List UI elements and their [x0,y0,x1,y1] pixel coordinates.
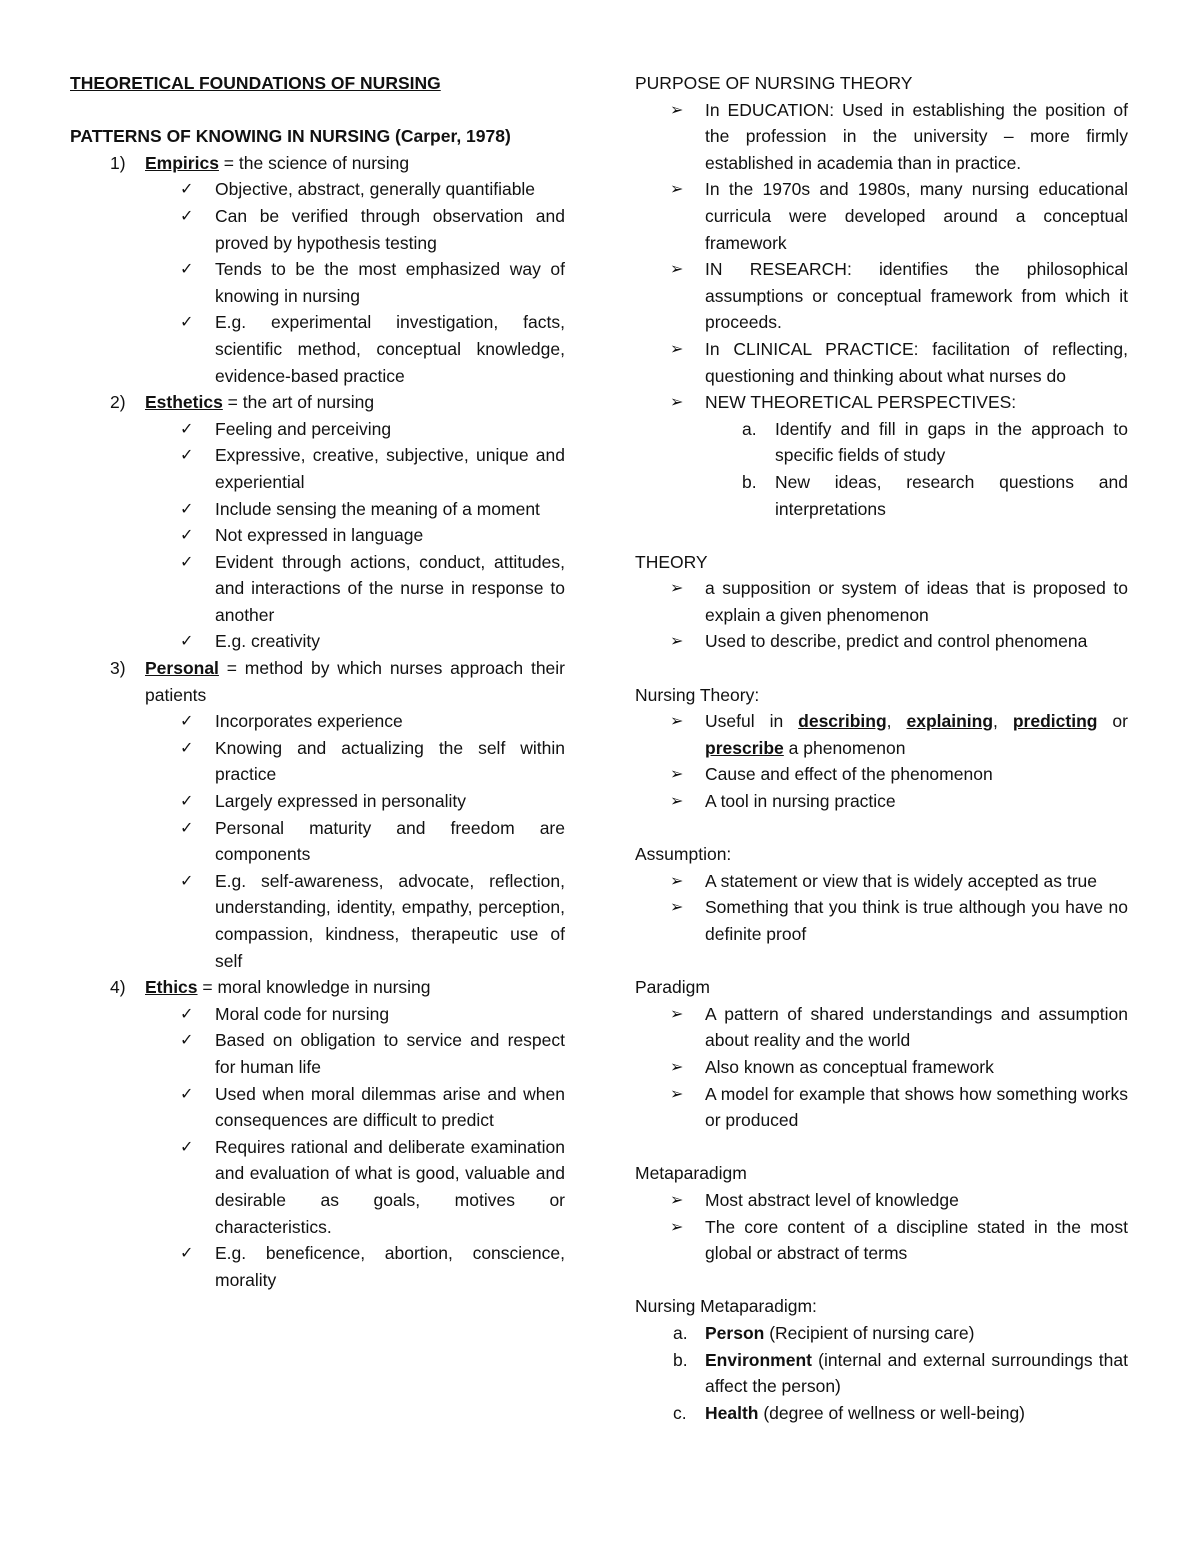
pattern-definition: = the science of nursing [218,152,410,173]
pattern-number: 3) [110,658,126,679]
list-item: ➢ IN RESEARCH: identifies the philosophical assumptions or conceptual framework from which it proceeds. [635,256,1128,336]
list-item: ✓ Personal maturity and freedom are components [70,815,565,868]
arrowhead-bullet-icon: ➢ [670,259,684,279]
list-item: ➢ A pattern of shared understandings and assumption about reality and the world [635,1001,1128,1054]
keyword: predicting [1012,711,1098,732]
arrowhead-bullet-icon: ➢ [670,99,684,119]
check-mark-icon: ✓ [180,525,194,545]
check-mark-icon: ✓ [180,498,194,518]
arrowhead-bullet-icon: ➢ [670,764,684,784]
list-item: ✓ Can be verified through observation and proved by hypothesis testing [70,203,565,256]
pattern-ethics [70,974,565,1001]
check-mark-icon: ✓ [180,179,194,199]
list-item: ✓ Not expressed in language [70,522,565,549]
list-item: ✓ E.g. experimental investigation, facts, scientific method, conceptual knowledge, evidence-based practice [70,309,565,389]
item-label: c. [673,1402,687,1423]
document-title: THEORETICAL FOUNDATIONS OF NURSING [70,73,441,93]
check-mark-icon: ✓ [180,1083,194,1103]
arrowhead-bullet-icon: ➢ [670,338,684,358]
list-item: ➢ Cause and effect of the phenomenon [635,761,1128,788]
list-item: ➢ Useful in describing, explaining, predicting or prescribe a phenomenon [635,708,1128,761]
keyword: explaining [906,711,994,732]
list-item: ✓ Largely expressed in personality [70,788,565,815]
arrowhead-bullet-icon: ➢ [670,179,684,199]
arrowhead-bullet-icon: ➢ [670,870,684,890]
list-item: ➢ NEW THEORETICAL PERSPECTIVES: [635,389,1128,416]
check-mark-icon: ✓ [180,1003,194,1023]
check-mark-icon: ✓ [180,711,194,731]
list-item: ✓ E.g. creativity [70,628,565,655]
arrowhead-bullet-icon: ➢ [670,897,684,917]
pattern-esthetics [70,389,565,416]
check-mark-icon: ✓ [180,445,194,465]
list-item: ✓ Requires rational and deliberate examination and evaluation of what is good, valuable and desirable as goals, motives or characteristics. [70,1134,565,1240]
arrowhead-bullet-icon: ➢ [670,1003,684,1023]
check-mark-icon: ✓ [180,817,194,837]
list-item: c. Health (degree of wellness or well-being) [635,1400,1128,1427]
list-item: ➢ A model for example that shows how something works or produced [635,1081,1128,1134]
list-item: ✓ Evident through actions, conduct, attitudes, and interactions of the nurse in response to another [70,549,565,629]
check-mark-icon: ✓ [180,418,194,438]
list-item: ➢ A tool in nursing practice [635,788,1128,815]
pattern-definition: = moral knowledge in nursing [197,977,431,998]
list-item: b. Environment (internal and external surroundings that affect the person) [635,1347,1128,1400]
list-item: ✓ E.g. self-awareness, advocate, reflection, understanding, identity, empathy, perception, compassion, kindness, therapeutic use of self [70,868,565,974]
check-mark-icon: ✓ [180,737,194,757]
pattern-definition: = method by which nurses approach their patients [145,658,565,705]
pattern-term: Ethics [145,977,198,998]
concept-term: Health [705,1402,759,1423]
pattern-number: 2) [110,392,126,413]
pattern-term: Esthetics [145,392,223,413]
arrowhead-bullet-icon: ➢ [670,1216,684,1236]
concept-term: Person [705,1322,765,1343]
list-item: ✓ E.g. beneficence, abortion, conscience, morality [70,1240,565,1293]
check-mark-icon: ✓ [180,259,194,279]
check-mark-icon: ✓ [180,312,194,332]
list-item: ➢ In EDUCATION: Used in establishing the position of the profession in the university – more firmly established in academia than in practice. [635,97,1128,177]
sub-item-label: b. [742,471,757,492]
list-item: ➢ Most abstract level of knowledge [635,1187,1128,1214]
pattern-term: Empirics [145,152,219,173]
arrowhead-bullet-icon: ➢ [670,578,684,598]
check-mark-icon: ✓ [180,205,194,225]
item-label: a. [673,1322,688,1343]
check-mark-icon: ✓ [180,551,194,571]
arrowhead-bullet-icon: ➢ [670,631,684,651]
list-item: ➢ Something that you think is true although you have no definite proof [635,894,1128,947]
sub-list-item: b. New ideas, research questions and interpretations [635,469,1128,522]
list-item: ➢ Used to describe, predict and control phenomena [635,628,1128,655]
concept-term: Environment [705,1349,812,1370]
item-label: b. [673,1349,688,1370]
list-item: ✓ Include sensing the meaning of a moment [70,496,565,523]
check-mark-icon: ✓ [180,1243,194,1263]
arrowhead-bullet-icon: ➢ [670,1189,684,1209]
keyword: describing [798,711,887,732]
pattern-personal [70,655,565,708]
list-item: ✓ Knowing and actualizing the self within practice [70,735,565,788]
list-item: ✓ Objective, abstract, generally quantifiable [70,176,565,203]
assumption-heading: Assumption: [635,844,732,865]
keyword: prescribe [705,737,784,758]
sub-item-label: a. [742,418,757,439]
list-item: ➢ In the 1970s and 1980s, many nursing educational curricula were developed around a conceptual framework [635,176,1128,256]
paradigm-heading: Paradigm [635,977,710,998]
arrowhead-bullet-icon: ➢ [670,392,684,412]
pattern-number: 4) [110,977,126,998]
metaparadigm-heading: Metaparadigm [635,1163,747,1184]
pattern-definition: = the art of nursing [222,392,375,413]
right-column [635,70,1128,1426]
list-item: ✓ Tends to be the most emphasized way of knowing in nursing [70,256,565,309]
list-item: ✓ Incorporates experience [70,708,565,735]
list-item: ✓ Based on obligation to service and respect for human life [70,1027,565,1080]
check-mark-icon: ✓ [180,870,194,890]
nursing-metaparadigm-heading: Nursing Metaparadigm: [635,1296,817,1317]
list-item: ➢ a supposition or system of ideas that is proposed to explain a given phenomenon [635,575,1128,628]
list-item: a. Person (Recipient of nursing care) [635,1320,1128,1347]
check-mark-icon: ✓ [180,1030,194,1050]
list-item: ➢ A statement or view that is widely accepted as true [635,868,1128,895]
sub-list-item: a. Identify and fill in gaps in the approach to specific fields of study [635,416,1128,469]
list-item: ➢ In CLINICAL PRACTICE: facilitation of reflecting, questioning and thinking about what nurses do [635,336,1128,389]
arrowhead-bullet-icon: ➢ [670,791,684,811]
arrowhead-bullet-icon: ➢ [670,1056,684,1076]
nursing-theory-heading: Nursing Theory: [635,684,760,705]
list-item: ✓ Moral code for nursing [70,1001,565,1028]
arrowhead-bullet-icon: ➢ [670,711,684,731]
list-item: ✓ Feeling and perceiving [70,416,565,443]
list-item: ➢ The core content of a discipline stated in the most global or abstract of terms [635,1214,1128,1267]
purpose-heading: PURPOSE OF NURSING THEORY [635,73,913,93]
pattern-term: Personal [145,658,219,679]
check-mark-icon: ✓ [180,1136,194,1156]
list-item: ➢ Also known as conceptual framework [635,1054,1128,1081]
section-title: PATTERNS OF KNOWING IN NURSING (Carper, 1978) [70,126,511,147]
list-item: ✓ Expressive, creative, subjective, unique and experiential [70,442,565,495]
pattern-number: 1) [110,152,126,173]
list-item: ✓ Used when moral dilemmas arise and when consequences are difficult to predict [70,1081,565,1134]
left-column [70,70,565,1293]
pattern-empirics [70,150,565,177]
check-mark-icon: ✓ [180,791,194,811]
check-mark-icon: ✓ [180,631,194,651]
arrowhead-bullet-icon: ➢ [670,1083,684,1103]
theory-heading: THEORY [635,551,708,572]
